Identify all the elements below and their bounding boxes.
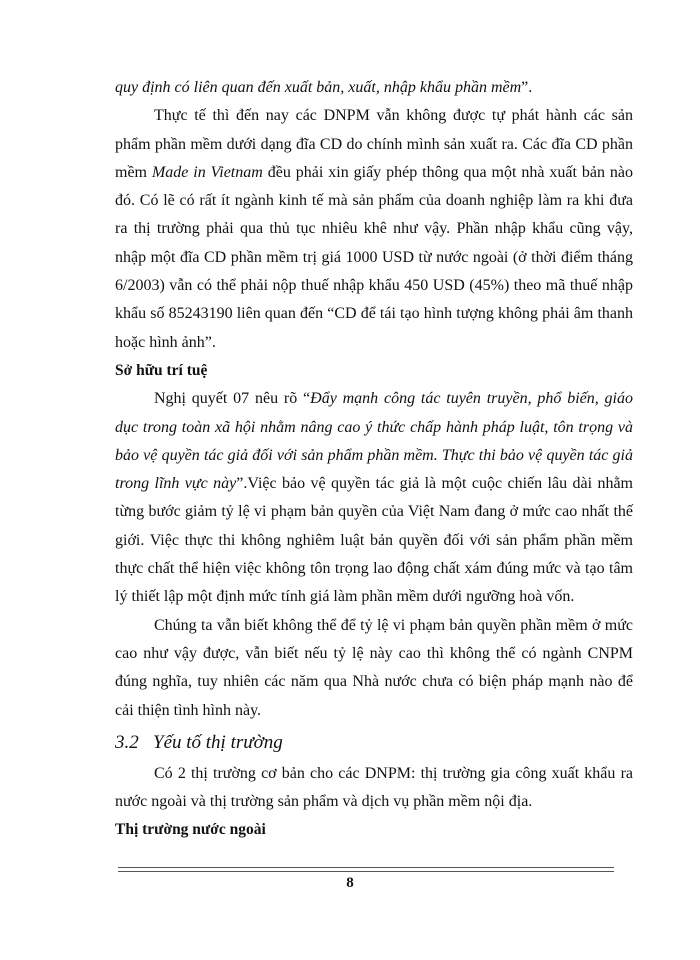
continued-line bbox=[115, 74, 633, 102]
continued-line-end: ”. bbox=[521, 79, 533, 96]
paragraph-resolution-rest: ”.Việc bảo vệ quyền tác giả là một cuộc chiến lâu dài nhằm từng bước giảm tỷ lệ vi phạm bản quyền của Việt Nam đang ở mức cao nhất thế giới. Việc thực thi không nghiêm luật bản quyền đối với sản phẩm phần mềm thực chất thể hiện việc không tôn trọng lao động chất xám đúng mức và tạo tâm lý thiết lập một định mức tính giá làm phần mềm dưới ngưỡng hoà vốn. bbox=[115, 475, 633, 606]
paragraph-resolution-lead: Nghị quyết 07 nêu rõ “ bbox=[154, 390, 311, 408]
document-body bbox=[115, 74, 633, 845]
paragraph-distribution-italic: Made in Vietnam bbox=[151, 163, 263, 181]
paragraph-markets: Có 2 thị trường cơ bản cho các DNPM: thị trường gia công xuất khẩu ra nước ngoài và thị trường sản phẩm và dịch vụ phần mềm nội địa. bbox=[115, 764, 633, 811]
continued-line-italic: quy định có liên quan đến xuất bản, xuất, nhập khẩu phần mềm bbox=[115, 79, 522, 96]
heading-intellectual-property: Sở hữu trí tuệ bbox=[115, 361, 208, 379]
paragraph-resolution-quote: Đẩy mạnh công tác tuyên truyền, phổ biến, giáo dục trong toàn xã hội nhằm nâng cao ý thức chấp hành pháp luật, tôn trọng và bảo vệ quyền tác giả đối với sản phẩm phần mềm. Thực thi bảo vệ quyền tác giả trong lĩnh vực này bbox=[115, 390, 634, 493]
section-heading bbox=[115, 729, 633, 757]
paragraph-resolution bbox=[115, 385, 633, 611]
footer-rule-top bbox=[118, 867, 614, 868]
section-number: 3.2 bbox=[115, 731, 139, 753]
paragraph-distribution bbox=[115, 102, 633, 357]
paragraph-piracy: Chúng ta vẫn biết không thể để tỷ lệ vi phạm bản quyền phần mềm ở mức cao như vậy được, vẫn biết nếu tỷ lệ này cao thì không thể có ngành CNPM đúng nghĩa, tuy nhiên các năm qua Nhà nước chưa có biện pháp mạnh nào để cải thiện tình hình này. bbox=[115, 616, 633, 719]
page-number: 8 bbox=[346, 875, 354, 891]
section-title: Yếu tố thị trường bbox=[153, 731, 283, 753]
heading-foreign-market: Thị trường nước ngoài bbox=[115, 821, 266, 839]
paragraph-distribution-text-b: đều phải xin giấy phép thông qua một nhà xuất bản nào đó. Có lẽ có rất ít ngành kinh tế mà sản phẩm của doanh nghiệp làm ra khi đưa ra thị trường phải qua thủ tục nhiêu khê như vậy. Phần nhập khẩu cũng vậy, nhập một đĩa CD phần mềm trị giá 1000 USD từ nước ngoài (ở thời điểm tháng 6/2003) vẫn có thể phải nộp thuế nhập khẩu 450 USD (45%) theo mã thuế nhập khẩu số 85243190 liên quan đến “CD để tái tạo hình tượng không phải âm thanh hoặc hình ảnh”. bbox=[115, 163, 634, 351]
footer-rule-bottom bbox=[118, 871, 614, 872]
paragraph-distribution-text-a: Thực tế thì đến nay các DNPM vẫn không được tự phát hành các sản phẩm phần mềm dưới dạng đĩa CD do chính mình sản xuất ra. Các đĩa CD phần mềm bbox=[115, 107, 633, 181]
